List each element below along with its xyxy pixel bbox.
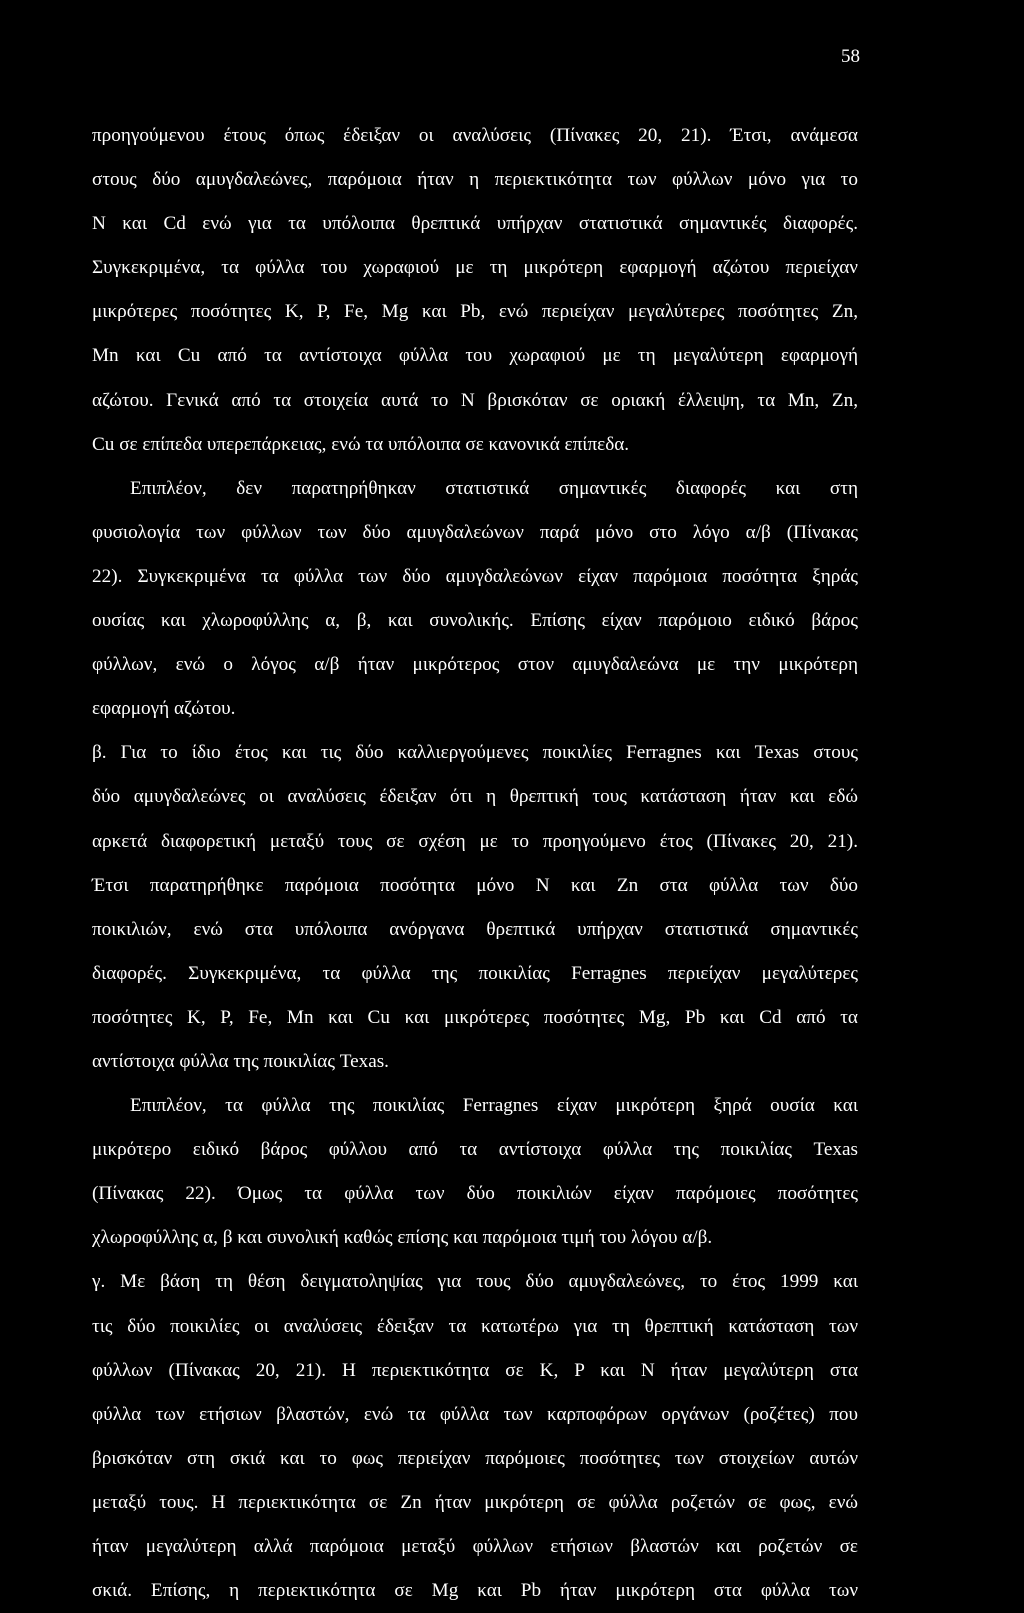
text-line: 22). Συγκεκριμένα τα φύλλα των δύο αμυγδαλεώνων είχαν παρόμοια ποσότητα ξηράς [92, 565, 858, 587]
page-number: 58 [841, 46, 860, 67]
text-line: Cu σε επίπεδα υπερεπάρκειας, ενώ τα υπόλοιπα σε κανονικά επίπεδα. [92, 433, 630, 455]
text-line: προηγούμενου έτους όπως έδειξαν οι αναλύσεις (Πίνακες 20, 21). Έτσι, ανάμεσα [92, 125, 858, 146]
text-line: δύο αμυγδαλεώνες οι αναλύσεις έδειξαν ότι η θρεπτική τους κατάσταση ήταν και εδώ [92, 786, 858, 808]
text-line: τις δύο ποικιλίες οι αναλύσεις έδειξαν τα κατωτέρω για τη θρεπτική κατάσταση των [92, 1315, 858, 1337]
text-line: φύλλα των ετήσιων βλαστών, ενώ τα φύλλα των καρποφόρων οργάνων (ροζέτες) που [92, 1403, 858, 1425]
text-line: (Πίνακας 22). Όμως τα φύλλα των δύο ποικιλιών είχαν παρόμοιες ποσότητες [92, 1183, 858, 1205]
text-line: ποικιλιών, ενώ στα υπόλοιπα ανόργανα θρεπτικά υπήρχαν στατιστικά σημαντικές [92, 918, 858, 940]
text-line: β. Για το ίδιο έτος και τις δύο καλλιεργούμενες ποικιλίες Ferragnes και Texas στους [92, 742, 858, 764]
text-line: ήταν μεγαλύτερη αλλά παρόμοια μεταξύ φύλλων ετήσιων βλαστών και ροζετών σε [92, 1536, 858, 1557]
text-line: Συγκεκριμένα, τα φύλλα του χωραφιού με τη μικρότερη εφαρμογή αζώτου περιείχαν [92, 257, 858, 279]
text-line: φύλλων (Πίνακας 20, 21). Η περιεκτικότητα σε K, P και N ήταν μεγαλύτερη στα [92, 1359, 858, 1381]
text-line: ουσίας και χλωροφύλλης α, β, και συνολικής. Επίσης είχαν παρόμοιο ειδικό βάρος [92, 610, 858, 632]
text-line: φύλλων, ενώ ο λόγος α/β ήταν μικρότερος στον αμυγδαλεώνα με την μικρότερη [92, 654, 858, 676]
text-line: ποσότητες K, P, Fe, Mn και Cu και μικρότερες ποσότητες Mg, Pb και Cd από τα [92, 1006, 858, 1028]
text-line: βρισκόταν στη σκιά και το φως περιείχαν παρόμοιες ποσότητες των στοιχείων αυτών [92, 1447, 858, 1469]
text-line: αντίστοιχα φύλλα της ποικιλίας Texas. [92, 1050, 389, 1072]
text-line: εφαρμογή αζώτου. [92, 698, 236, 720]
text-line: γ. Με βάση τη θέση δειγματοληψίας για τους δύο αμυγδαλεώνες, το έτος 1999 και [92, 1271, 858, 1293]
text-line: μεταξύ τους. Η περιεκτικότητα σε Zn ήταν μικρότερη σε φύλλα ροζετών σε φως, ενώ [92, 1491, 858, 1513]
text-line: Mn και Cu από τα αντίστοιχα φύλλα του χωραφιού με τη μεγαλύτερη εφαρμογή [92, 345, 858, 367]
text-line: αζώτου. Γενικά από τα στοιχεία αυτά το N βρισκόταν σε οριακή έλλειψη, τα Mn, Zn, [92, 389, 858, 411]
text-line: φυσιολογία των φύλλων των δύο αμυγδαλεώνων παρά μόνο στο λόγο α/β (Πίνακας [92, 521, 858, 543]
text-line: N και Cd ενώ για τα υπόλοιπα θρεπτικά υπήρχαν στατιστικά σημαντικές διαφορές. [92, 213, 858, 235]
text-line: αρκετά διαφορετική μεταξύ τους σε σχέση με το προηγούμενο έτος (Πίνακες 20, 21). [92, 830, 858, 852]
text-line: στους δύο αμυγδαλεώνες, παρόμοια ήταν η περιεκτικότητα των φύλλων μόνο για το [92, 169, 858, 191]
text-line: σκιά. Επίσης, η περιεκτικότητα σε Mg και Pb ήταν μικρότερη στα φύλλα των [92, 1580, 858, 1602]
text-line: διαφορές. Συγκεκριμένα, τα φύλλα της ποικιλίας Ferragnes περιείχαν μεγαλύτερες [92, 962, 858, 984]
text-line: μικρότερο ειδικό βάρος φύλλου από τα αντίστοιχα φύλλα της ποικιλίας Texas [92, 1139, 858, 1161]
text-line: Έτσι παρατηρήθηκε παρόμοια ποσότητα μόνο N και Zn στα φύλλα των δύο [92, 874, 858, 896]
text-line: Επιπλέον, τα φύλλα της ποικιλίας Ferragnes είχαν μικρότερη ξηρά ουσία και [130, 1095, 858, 1117]
text-line: μικρότερες ποσότητες K, P, Fe, Mg και Pb, ενώ περιείχαν μεγαλύτερες ποσότητες Zn, [92, 301, 858, 323]
text-line: Επιπλέον, δεν παρατηρήθηκαν στατιστικά σημαντικές διαφορές και στη [130, 477, 858, 499]
body-text [92, 114, 858, 1613]
text-line: χλωροφύλλης α, β και συνολική καθώς επίσης και παρόμοια τιμή του λόγου α/β. [92, 1227, 713, 1249]
